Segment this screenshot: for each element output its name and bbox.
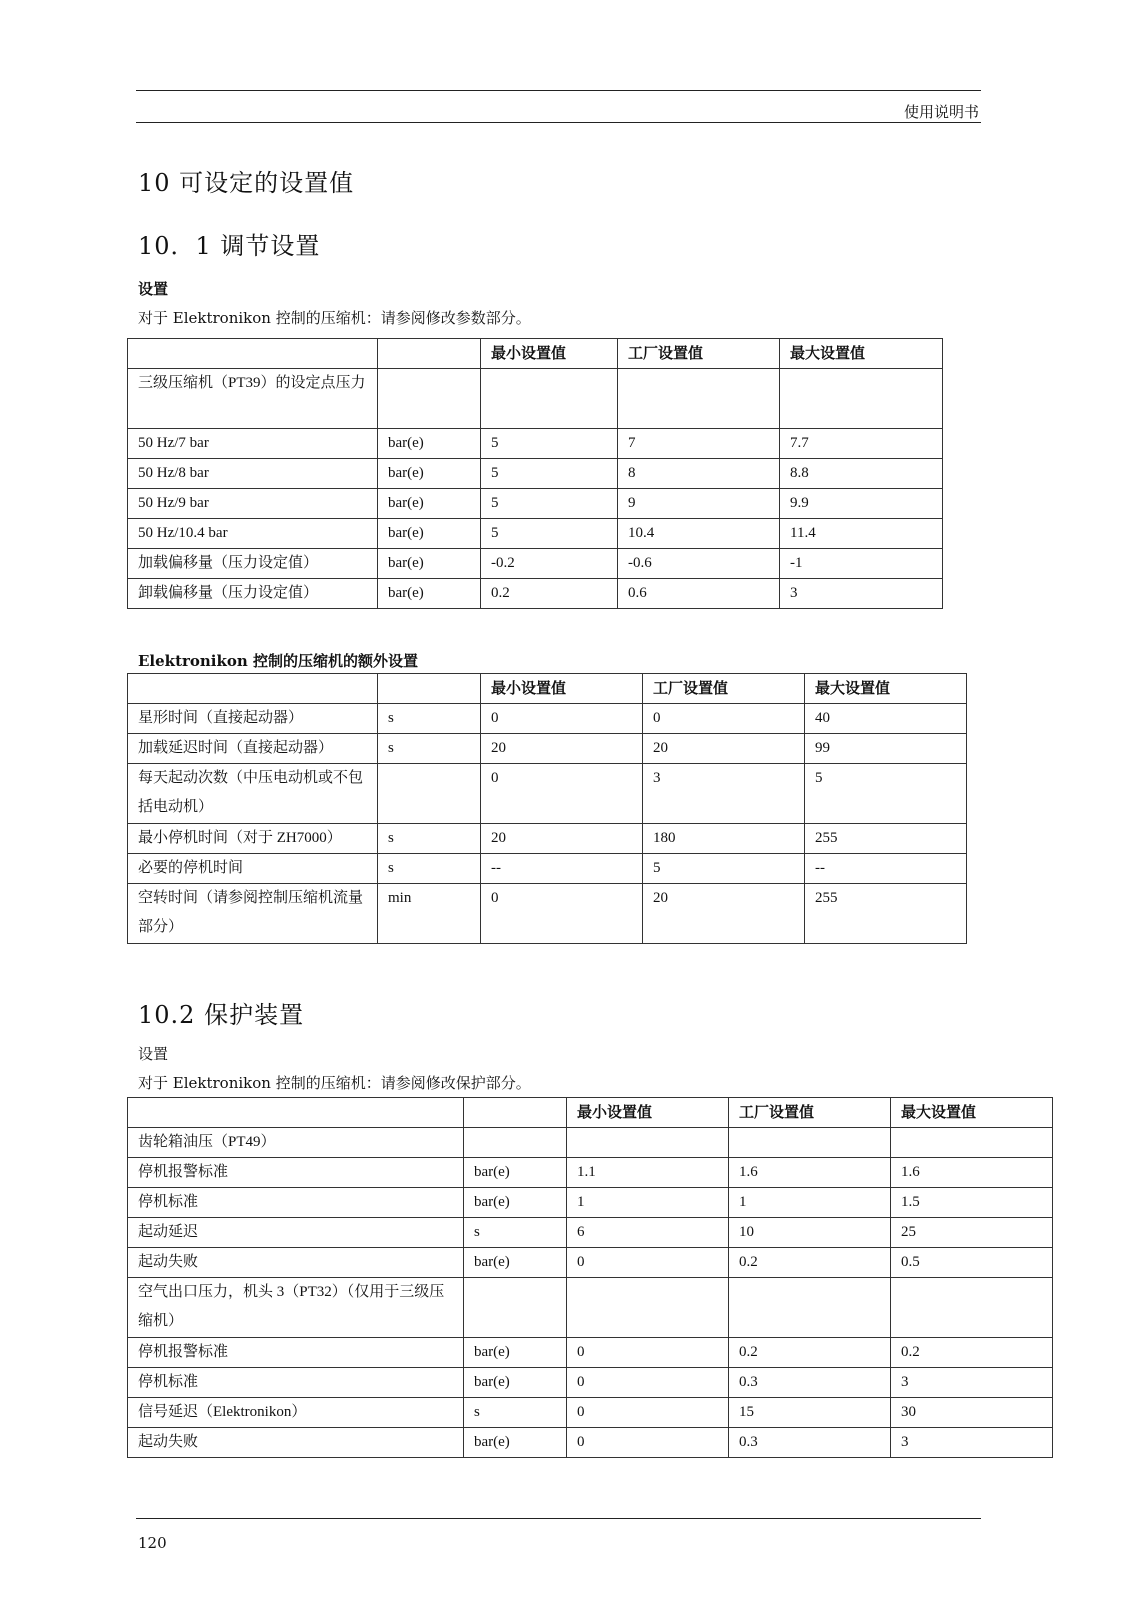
table-cell [464, 1128, 567, 1158]
table-cell: 0 [481, 704, 643, 734]
table-row [128, 1248, 1053, 1278]
table-cell: 10.4 [618, 519, 780, 549]
table-cell: 0.2 [729, 1248, 891, 1278]
table-row [128, 704, 967, 734]
table-header-cell [378, 339, 481, 369]
table-row [128, 1128, 1053, 1158]
table-cell: 5 [481, 459, 618, 489]
table-cell [378, 369, 481, 429]
table-cell: 加载延迟时间（直接起动器） [128, 734, 378, 764]
table-header-cell: 工厂设置值 [618, 339, 780, 369]
table-cell [567, 1128, 729, 1158]
table-cell: 3 [643, 764, 805, 824]
table-cell [567, 1278, 729, 1338]
table-cell: bar(e) [464, 1248, 567, 1278]
table-cell: bar(e) [464, 1428, 567, 1458]
table-cell: 11.4 [780, 519, 943, 549]
table-cell: 信号延迟（Elektronikon） [128, 1398, 464, 1428]
table-cell: 180 [643, 824, 805, 854]
table-cell: 50 Hz/10.4 bar [128, 519, 378, 549]
table-row [128, 884, 967, 944]
table-cell: 0.3 [729, 1368, 891, 1398]
header-rule-bottom [136, 122, 981, 123]
table-cell: 255 [805, 824, 967, 854]
table-cell: 8 [618, 459, 780, 489]
table-row [128, 429, 943, 459]
table-cell: s [464, 1398, 567, 1428]
table-header-cell: 最小设置值 [481, 339, 618, 369]
table-header-cell: 最小设置值 [481, 674, 643, 704]
table-cell: bar(e) [464, 1158, 567, 1188]
table-cell: 25 [891, 1218, 1053, 1248]
table-cell: 20 [481, 734, 643, 764]
table-cell: s [378, 704, 481, 734]
table-cell: min [378, 884, 481, 944]
table-cell: 0 [643, 704, 805, 734]
table-row [128, 764, 967, 824]
table-header-cell [128, 1098, 464, 1128]
table-cell: 7.7 [780, 429, 943, 459]
table-cell: 1 [567, 1188, 729, 1218]
table-cell: 起动失败 [128, 1428, 464, 1458]
section-10-2-subheading: 设置 [138, 1045, 169, 1063]
table-cell: 停机报警标准 [128, 1158, 464, 1188]
table-cell [780, 369, 943, 429]
table-cell: -- [481, 854, 643, 884]
table-cell: bar(e) [378, 579, 481, 609]
table-row [128, 854, 967, 884]
table-cell [891, 1278, 1053, 1338]
table-cell: -0.2 [481, 549, 618, 579]
table-cell: 必要的停机时间 [128, 854, 378, 884]
table-cell [378, 764, 481, 824]
table-cell: 1.6 [729, 1158, 891, 1188]
page-number: 120 [138, 1534, 167, 1552]
table-cell: bar(e) [464, 1188, 567, 1218]
table-cell: 0 [567, 1398, 729, 1428]
table-cell: -0.6 [618, 549, 780, 579]
table-cell: 15 [729, 1398, 891, 1428]
table-header-row [128, 674, 967, 704]
table-cell: 20 [643, 734, 805, 764]
table-cell: 0.2 [729, 1338, 891, 1368]
table-cell: 5 [643, 854, 805, 884]
header-label: 使用说明书 [903, 103, 979, 121]
table-cell: bar(e) [464, 1368, 567, 1398]
table-cell: bar(e) [378, 429, 481, 459]
table-row [128, 734, 967, 764]
table-cell: 0.3 [729, 1428, 891, 1458]
table-header-cell: 最大设置值 [780, 339, 943, 369]
table-row [128, 579, 943, 609]
table-header-cell: 工厂设置值 [643, 674, 805, 704]
table-cell: 1.6 [891, 1158, 1053, 1188]
table-cell: 1.1 [567, 1158, 729, 1188]
table-cell: bar(e) [464, 1338, 567, 1368]
table-header-cell: 最大设置值 [805, 674, 967, 704]
section-10-1-intro: 对于 Elektronikon 控制的压缩机：请参阅修改参数部分。 [138, 309, 531, 327]
section-10-1-subheading: 设置 [138, 280, 169, 298]
regulation-settings-table [127, 338, 943, 609]
section-10-1-title: 10．1 调节设置 [138, 232, 321, 260]
extra-settings-heading: Elektronikon 控制的压缩机的额外设置 [138, 652, 419, 670]
table-cell: 255 [805, 884, 967, 944]
table-row [128, 1428, 1053, 1458]
table-row [128, 369, 943, 429]
protection-settings-table [127, 1097, 1053, 1458]
table-cell: 每天起动次数（中压电动机或不包括电动机） [128, 764, 378, 824]
table-cell: s [378, 824, 481, 854]
table-cell: s [378, 854, 481, 884]
table-cell: 50 Hz/9 bar [128, 489, 378, 519]
table-header-cell: 最大设置值 [891, 1098, 1053, 1128]
table-cell: bar(e) [378, 519, 481, 549]
table-cell: bar(e) [378, 549, 481, 579]
table-cell: 9.9 [780, 489, 943, 519]
table-cell [891, 1128, 1053, 1158]
table-cell [481, 369, 618, 429]
table-cell: 卸载偏移量（压力设定值） [128, 579, 378, 609]
table-cell: 空转时间（请参阅控制压缩机流量部分） [128, 884, 378, 944]
table-row [128, 1398, 1053, 1428]
table-header-row [128, 339, 943, 369]
table-row [128, 549, 943, 579]
table-header-cell [378, 674, 481, 704]
table-row [128, 1188, 1053, 1218]
table-cell: 40 [805, 704, 967, 734]
table-cell: 齿轮箱油压（PT49） [128, 1128, 464, 1158]
table-cell: bar(e) [378, 459, 481, 489]
table-header-cell [128, 674, 378, 704]
table-header-cell [464, 1098, 567, 1128]
table-row [128, 824, 967, 854]
table-cell: 50 Hz/8 bar [128, 459, 378, 489]
table-cell: 20 [481, 824, 643, 854]
table-cell: 20 [643, 884, 805, 944]
table-row [128, 1338, 1053, 1368]
table-cell: s [378, 734, 481, 764]
table-cell: 0 [567, 1428, 729, 1458]
table-cell: 5 [481, 519, 618, 549]
table-row [128, 489, 943, 519]
table-cell: 0 [567, 1248, 729, 1278]
table-cell: 5 [481, 489, 618, 519]
table-row [128, 1158, 1053, 1188]
table-cell: 0 [567, 1368, 729, 1398]
table-cell: -1 [780, 549, 943, 579]
table-cell: 3 [891, 1368, 1053, 1398]
table-cell [464, 1278, 567, 1338]
table-cell: -- [805, 854, 967, 884]
section-10-title: 10 可设定的设置值 [138, 169, 355, 197]
table-cell: 9 [618, 489, 780, 519]
footer-rule [136, 1518, 981, 1519]
table-row [128, 459, 943, 489]
table-cell [618, 369, 780, 429]
table-cell: bar(e) [378, 489, 481, 519]
table-cell: 99 [805, 734, 967, 764]
header-rule-top [136, 90, 981, 91]
table-row [128, 1218, 1053, 1248]
table-cell: 停机标准 [128, 1188, 464, 1218]
table-cell: 空气出口压力，机头 3（PT32）（仅用于三级压缩机） [128, 1278, 464, 1338]
table-cell [729, 1128, 891, 1158]
table-cell: 6 [567, 1218, 729, 1248]
table-cell: 0 [567, 1338, 729, 1368]
table-cell: 停机标准 [128, 1368, 464, 1398]
table-cell: 0.5 [891, 1248, 1053, 1278]
table-cell: 50 Hz/7 bar [128, 429, 378, 459]
table-cell: 10 [729, 1218, 891, 1248]
table-cell: 加载偏移量（压力设定值） [128, 549, 378, 579]
section-10-2-intro: 对于 Elektronikon 控制的压缩机：请参阅修改保护部分。 [138, 1074, 531, 1092]
table-cell: 3 [891, 1428, 1053, 1458]
table-cell: 5 [805, 764, 967, 824]
table-row [128, 1368, 1053, 1398]
table-cell: 起动延迟 [128, 1218, 464, 1248]
table-cell: 30 [891, 1398, 1053, 1428]
table-cell: 三级压缩机（PT39）的设定点压力 [128, 369, 378, 429]
table-row [128, 519, 943, 549]
table-cell: 最小停机时间（对于 ZH7000） [128, 824, 378, 854]
table-header-row [128, 1098, 1053, 1128]
table-cell: 停机报警标准 [128, 1338, 464, 1368]
table-cell: 8.8 [780, 459, 943, 489]
table-row [128, 1278, 1053, 1338]
table-cell: 0 [481, 764, 643, 824]
table-cell: 星形时间（直接起动器） [128, 704, 378, 734]
table-cell: 1 [729, 1188, 891, 1218]
table-header-cell: 最小设置值 [567, 1098, 729, 1128]
table-cell: 0 [481, 884, 643, 944]
table-cell: 3 [780, 579, 943, 609]
section-10-2-title: 10.2 保护装置 [138, 1001, 305, 1029]
table-cell: 0.2 [891, 1338, 1053, 1368]
table-cell: s [464, 1218, 567, 1248]
table-cell: 1.5 [891, 1188, 1053, 1218]
table-cell: 0.6 [618, 579, 780, 609]
table-cell: 5 [481, 429, 618, 459]
table-cell: 7 [618, 429, 780, 459]
table-header-cell [128, 339, 378, 369]
table-cell [729, 1278, 891, 1338]
extra-settings-table [127, 673, 967, 944]
table-header-cell: 工厂设置值 [729, 1098, 891, 1128]
table-cell: 0.2 [481, 579, 618, 609]
table-cell: 起动失败 [128, 1248, 464, 1278]
